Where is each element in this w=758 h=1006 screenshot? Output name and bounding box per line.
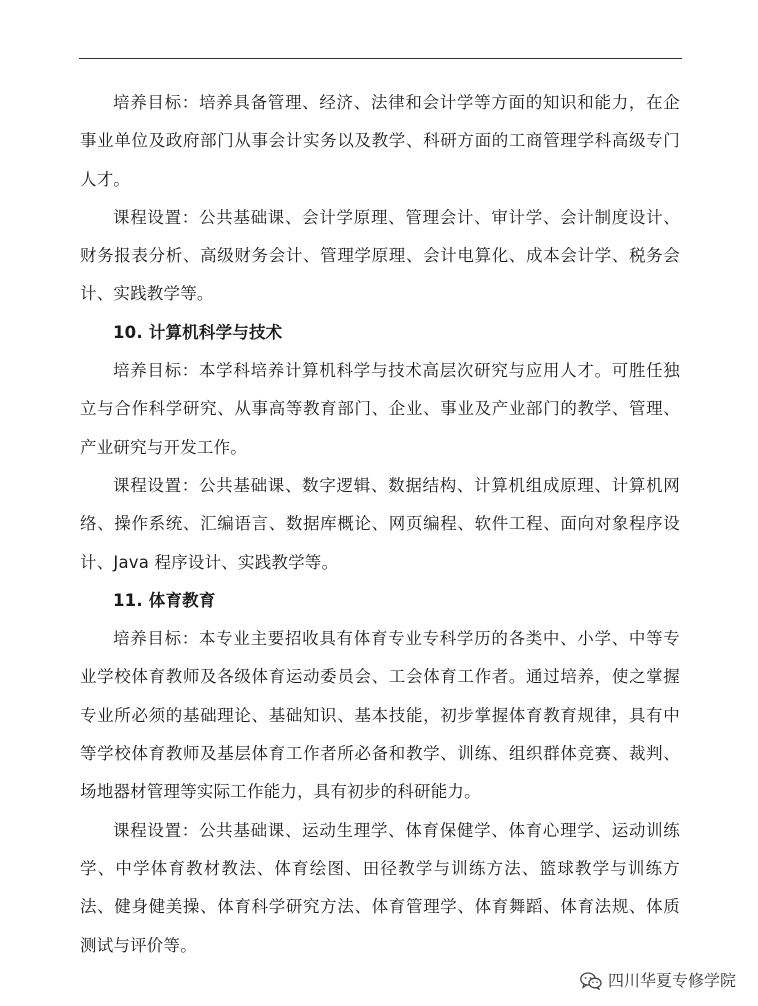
source-watermark bbox=[580, 970, 736, 992]
paragraph-accounting-courses: 课程设置：公共基础课、会计学原理、管理会计、审计学、会计制度设计、财务报表分析、高级财务会计、管理学原理、会计电算化、成本会计学、税务会计、实践教学等。 bbox=[80, 207, 680, 304]
watermark-text: 四川华夏专修学院 bbox=[607, 971, 736, 990]
paragraph-accounting-goal: 培养目标：培养具备管理、经济、法律和会计学等方面的知识和能力，在企事业单位及政府部门从事会计实务以及教学、科研方面的工商管理学科高级专门人才。 bbox=[80, 93, 680, 189]
header-rule bbox=[79, 58, 682, 59]
document-body bbox=[80, 84, 680, 965]
section-heading-physical-education: 11. 体育教育 bbox=[113, 590, 216, 610]
paragraph-cs-goal: 培养目标：本学科培养计算机科学与技术高层次研究与应用人才。可胜任独立与合作科学研究、从事高等教育部门、企业、事业及产业部门的教学、管理、产业研究与开发工作。 bbox=[80, 361, 680, 457]
section-heading-computer-science: 10. 计算机科学与技术 bbox=[113, 322, 283, 342]
paragraph-pe-goal: 培养目标：本专业主要招收具有体育专业专科学历的各类中、小学、中等专业学校体育教师及各级体育运动委员会、工会体育工作者。通过培养，使之掌握专业所必须的基础理论、基础知识、基本技能，初步掌握体育教育规律，具有中等学校体育教师及基层体育工作者所必备和教学、训练、组织群体竞赛、裁判、场地器材管理等实际工作能力，具有初步的科研能力。 bbox=[80, 629, 680, 802]
wechat-icon bbox=[580, 972, 602, 990]
paragraph-pe-courses: 课程设置：公共基础课、运动生理学、体育保健学、体育心理学、运动训练学、中学体育教材教法、体育绘图、田径教学与训练方法、篮球教学与训练方法、健身健美操、体育科学研究方法、体育管理学、体育舞蹈、体育法规、体质测试与评价等。 bbox=[80, 820, 680, 955]
paragraph-cs-courses: 课程设置：公共基础课、数字逻辑、数据结构、计算机组成原理、计算机网络、操作系统、汇编语言、数据库概论、网页编程、软件工程、面向对象程序设计、Java 程序设计、实践教学等。 bbox=[80, 475, 680, 572]
